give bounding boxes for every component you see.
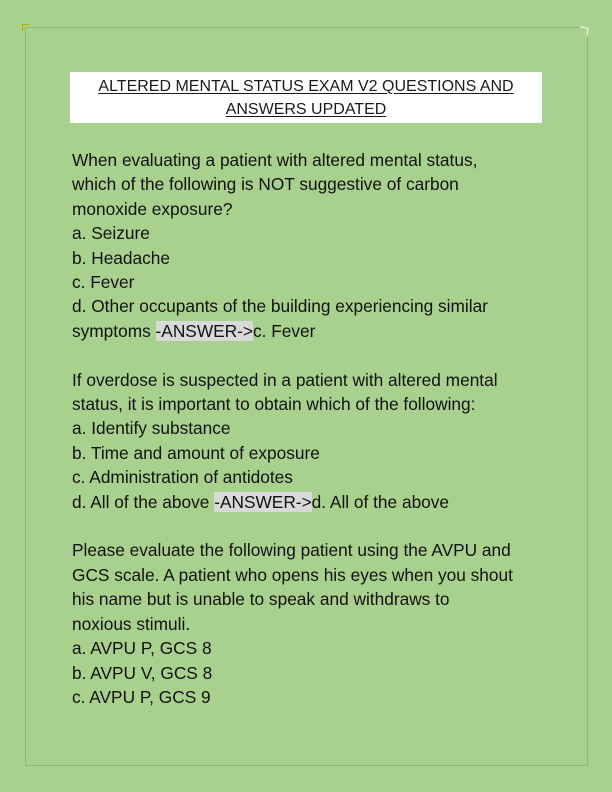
- option-b: b. Headache: [72, 247, 171, 268]
- option-c: c. AVPU P, GCS 9: [72, 686, 211, 707]
- page-curl-top-right: [578, 26, 588, 36]
- option-a: a. Seizure: [72, 223, 150, 244]
- question-1: [72, 148, 552, 343]
- document-body: [72, 148, 552, 709]
- title-line-1: ALTERED MENTAL STATUS EXAM V2 QUESTIONS AND: [98, 78, 514, 95]
- answer-tag: -ANSWER->: [155, 320, 253, 341]
- option-d: d. All of the above: [72, 491, 215, 512]
- crop-mark-top-left: [22, 24, 29, 31]
- question-stem-line: When evaluating a patient with altered mental status,: [72, 150, 478, 170]
- answer-line: [72, 319, 552, 343]
- paragraph-gap: [72, 343, 552, 367]
- option-b: b. AVPU V, GCS 8: [72, 662, 213, 683]
- question-3: [72, 538, 552, 709]
- question-stem-line: noxious stimuli.: [72, 613, 191, 634]
- question-stem-line: GCS scale. A patient who opens his eyes when you shout: [72, 564, 513, 585]
- option-a: a. AVPU P, GCS 8: [72, 638, 212, 659]
- question-stem-line: If overdose is suspected in a patient with altered mental: [72, 369, 498, 390]
- question-2: [72, 368, 552, 514]
- option-d: d. Other occupants of the building experiencing similar: [72, 296, 488, 317]
- title-banner: [70, 72, 542, 123]
- option-a: a. Identify substance: [72, 418, 231, 439]
- question-stem-line: Please evaluate the following patient using the AVPU and: [72, 540, 511, 561]
- paragraph-gap: [72, 514, 552, 538]
- answer-line-prefix: symptoms: [72, 320, 156, 341]
- question-stem-line: monoxide exposure?: [72, 198, 233, 219]
- answer-tag: -ANSWER->: [214, 491, 312, 512]
- option-b: b. Time and amount of exposure: [72, 442, 320, 463]
- option-c: c. Fever: [72, 272, 135, 293]
- answer-value: d. All of the above: [311, 491, 450, 512]
- answer-value: c. Fever: [253, 320, 316, 341]
- title-line-2: ANSWERS UPDATED: [225, 101, 387, 118]
- answer-line: [72, 490, 552, 514]
- question-stem-line: status, it is important to obtain which of the following:: [72, 394, 476, 415]
- question-stem-line: which of the following is NOT suggestive of carbon: [72, 174, 459, 195]
- question-stem-line: his name but is unable to speak and withdraws to: [72, 589, 450, 610]
- option-c: c. Administration of antidotes: [72, 467, 293, 488]
